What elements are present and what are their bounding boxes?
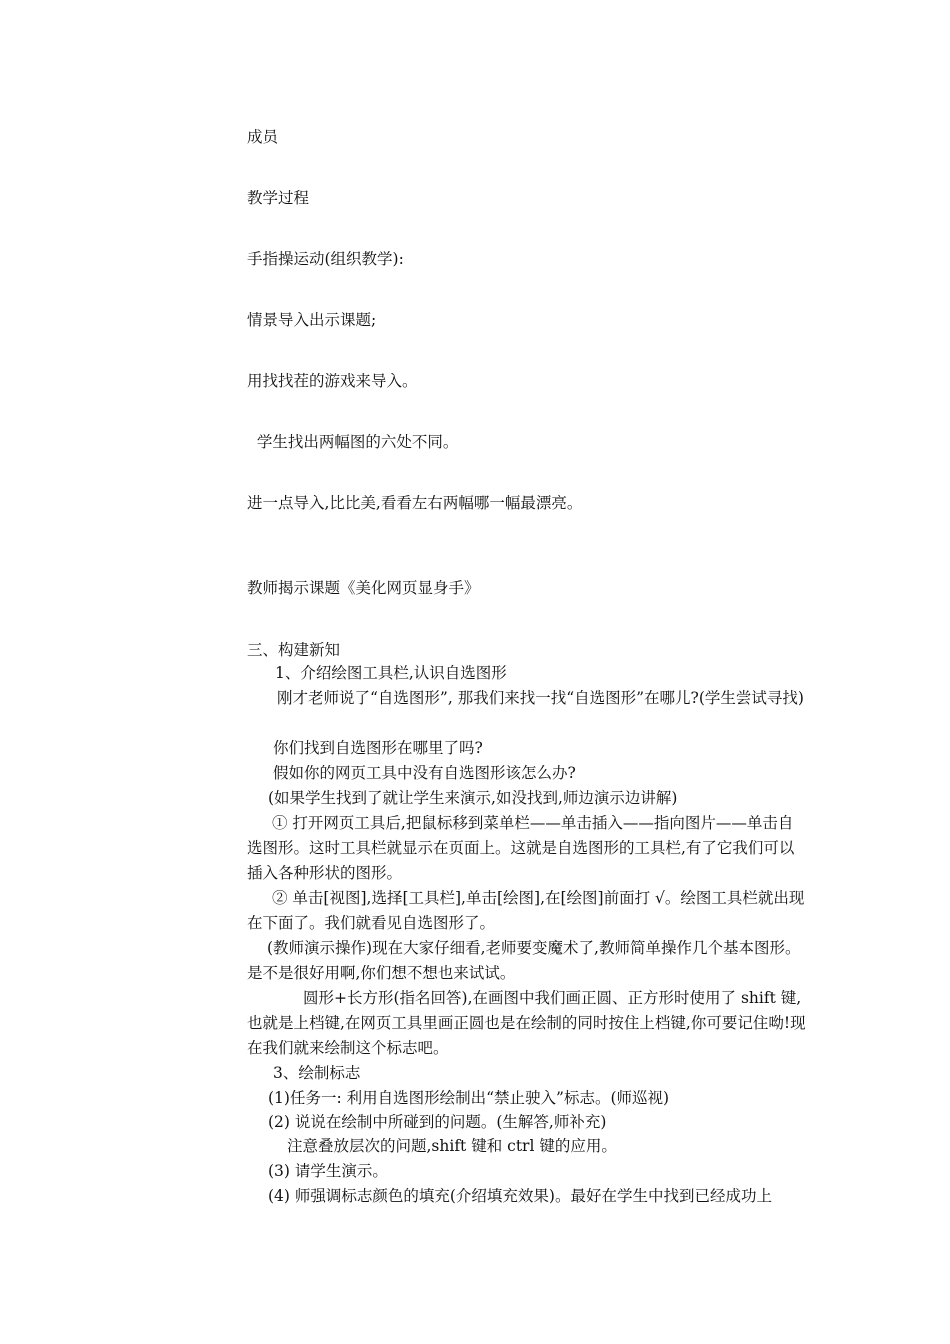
line-scene-intro: 情景导入出示课题; [247,311,377,329]
line-finger-exercise: 手指操运动(组织教学): [247,250,404,268]
task-2: (2) 说说在绘制中所碰到的问题。(生解答,师补充) [268,1113,607,1131]
question-no-autoshape: 假如你的网页工具中没有自选图形该怎么办? [273,764,576,782]
item-3-heading: 3、绘制标志 [273,1064,361,1082]
line-lesson-title: 教师揭示课题《美化网页显身手》 [247,579,480,597]
paragraph-teacher-demo: (教师演示操作)现在大家仔细看,老师要变魔术了,教师简单操作几个基本图形。是不是很好用啊,你们想不想也来试试。 [247,939,801,982]
line-further-intro: 进一点导入,比比美,看看左右两幅哪一幅最漂亮。 [247,494,583,512]
line-teaching-process: 教学过程 [247,189,310,207]
question-found-autoshape: 你们找到自选图形在哪里了吗? [273,739,483,757]
task-4: (4) 师强调标志颜色的填充(介绍填充效果)。最好在学生中找到已经成功上 [268,1187,772,1205]
task-2-note: 注意叠放层次的问题,shift 键和 ctrl 键的应用。 [287,1137,617,1155]
item-1-heading: 1、介绍绘图工具栏,认识自选图形 [275,664,507,682]
task-1: (1)任务一: 利用自选图形绘制出“禁止驶入”标志。(师巡视) [268,1089,670,1107]
paragraph-shift-key: 圆形+长方形(指名回答),在画图中我们画正圆、正方形时使用了 shift 键,也就是上档键,在网页工具里画正圆也是在绘制的同时按住上档键,你可要记住呦!现在我们就来绘制这个标志吧。 [247,989,806,1057]
step-1-open-tool: ① 打开网页工具后,把鼠标移到菜单栏——单击插入——指向图片——单击自选图形。这时工具栏就显示在页面上。这就是自选图形的工具栏,有了它我们可以插入各种形状的图形。 [247,814,795,882]
section-3-heading: 三、构建新知 [247,641,341,659]
line-members: 成员 [247,128,279,146]
note-student-demo: (如果学生找到了就让学生来演示,如没找到,师边演示边讲解) [268,789,678,807]
step-2-view-toolbar: ② 单击[视图],选择[工具栏],单击[绘图],在[绘图]前面打 √。绘图工具栏就出现在下面了。我们就看见自选图形了。 [247,889,805,932]
line-spot-difference-game: 用找找茬的游戏来导入。 [247,372,418,390]
line-find-six-differences: 学生找出两幅图的六处不同。 [247,433,459,451]
task-3: (3) 请学生演示。 [268,1162,388,1180]
paragraph-find-autoshape: 刚才老师说了“自选图形”, 那我们来找一找“自选图形”在哪儿?(学生尝试寻找) [277,689,804,707]
